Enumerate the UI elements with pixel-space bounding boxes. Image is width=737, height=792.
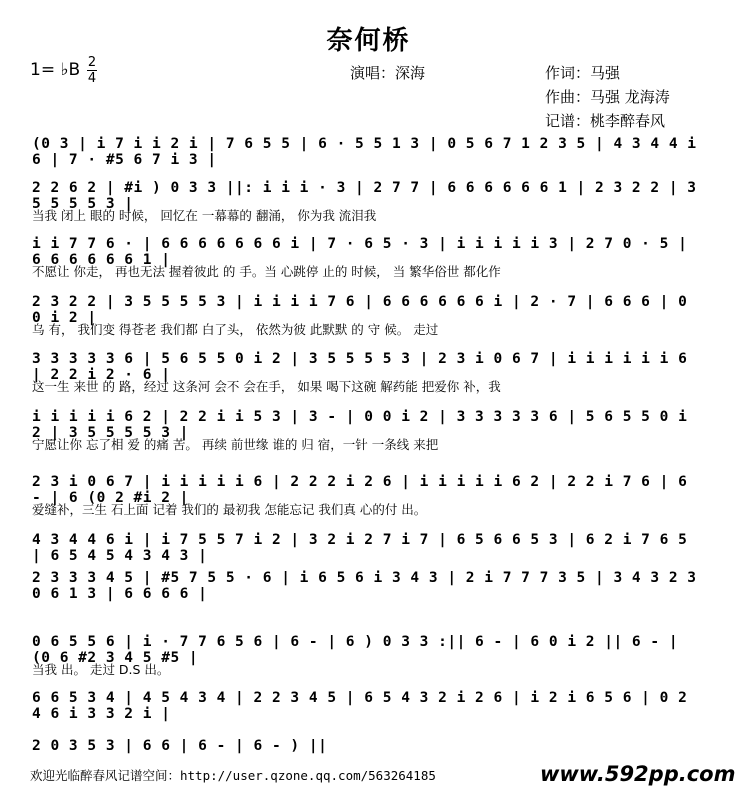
song-title: 奈何桥 [326, 26, 411, 56]
notation-text: 4 3 4 4 6 i | i 7 5 5 7 i 2 | 3 2 i 2 7 i 7 | 6 5 6 6 5 3 | 6 2 i 7 6 5 | 6 5 4 5 4 3 4 3 | [32, 532, 688, 564]
notation-text: (0 3 | i 7 i i 2 i | 7 6 5 5 | 6 · 5 5 1 3 | 0 5 6 7 1 2 3 5 | 4 3 4 4 i 6 | 7 · #5 6 7 i 3 | [32, 136, 697, 168]
lyrics-text: 爱缝补，三生 石上面 记着 我们的 最初我 怎能忘记 我们真 心的付 出。 [32, 502, 427, 517]
key-signature: 1= ♭B [30, 60, 81, 80]
score-line [28, 232, 700, 279]
lyrics-text: 不愿让 你走， 再也无法 握着彼此 的 手。当 心跳停 止的 时候， 当 繁华俗世 都化作 [32, 264, 501, 279]
transcriber-credit: 记谱：桃李醉春风 [545, 112, 666, 130]
score-line [28, 528, 700, 562]
singer-credit: 演唱：深海 [350, 64, 426, 82]
score-line [28, 132, 700, 166]
notation-text: 6 6 5 3 4 | 4 5 4 3 4 | 2 2 3 4 5 | 6 5 4 3 2 i 2 6 | i 2 i 6 5 6 | 0 2 4 6 i 3 3 2 i | [32, 690, 688, 722]
lyricist-credit: 作词：马强 [545, 64, 621, 82]
meter-bottom: 4 [87, 71, 97, 86]
score-line [28, 176, 700, 223]
score-line [28, 566, 700, 600]
lyrics-text: 这一生 来世 的 路，经过 这条河 会不 会在手， 如果 喝下这碗 解药能 把爱你 补，我 [32, 379, 501, 394]
score-line [28, 347, 700, 394]
score-line [28, 470, 700, 517]
composer-credit: 作曲：马强 龙海涛 [545, 88, 670, 106]
notation-text: 3 3 3 3 3 6 | 5 6 5 5 0 i 2 | 3 5 5 5 5 3 | 2 3 i 0 6 7 | i i i i i i 6 | 2 2 i 2 · 6 | [32, 351, 688, 383]
lyrics-text: 宁愿让你 忘了相 爱 的痛 苦。 再续 前世缘 谁的 归 宿，一针 一条线 来把 [32, 437, 439, 452]
notation-text: i i 7 7 6 · | 6 6 6 6 6 6 6 i | 7 · 6 5 · 3 | i i i i i 3 | 2 7 0 · 5 | 6 6 6 6 6 6 1 | [32, 236, 688, 268]
time-signature [86, 56, 98, 85]
score-line [28, 290, 700, 337]
notation-text: 2 2 6 2 | #i ) 0 3 3 ||: i i i · 3 | 2 7 7 | 6 6 6 6 6 6 1 | 2 3 2 2 | 3 5 5 5 5 3 | [32, 180, 697, 212]
score-line [28, 686, 700, 720]
notation-text: 2 3 i 0 6 7 | i i i i i 6 | 2 2 2 i 2 6 | i i i i i 6 2 | 2 2 i 7 6 | 6 - | 6 (0 2 #i 2 | [32, 474, 688, 506]
meter-top: 2 [87, 55, 97, 70]
lyrics-text: 乌 有， 我们变 得苍老 我们都 白了头， 依然为彼 此默默 的 守 候。 走过 [32, 322, 439, 337]
notation-text: 2 3 2 2 | 3 5 5 5 5 3 | i i i i 7 6 | 6 6 6 6 6 6 i | 2 · 7 | 6 6 6 | 0 0 i 2 | [32, 294, 688, 326]
lyrics-text: 当我 闭上 眼的 时候， 回忆在 一幕幕的 翻涌， 你为我 流泪我 [32, 208, 377, 223]
notation-text: 2 0 3 5 3 | 6 6 | 6 - | 6 - ) || [32, 738, 328, 754]
lyrics-text: 当我 出。 走过 D.S 出。 [32, 662, 170, 677]
notation-text: 0 6 5 5 6 | i · 7 7 6 5 6 | 6 - | 6 ) 0 3 3 :|| 6 - | 6 0 i 2 || 6 - | (0 6 #2 3 4 5 #5 | [32, 634, 679, 666]
score-line [28, 405, 700, 452]
notation-text: 2 3 3 3 4 5 | #5 7 5 5 · 6 | i 6 5 6 i 3 4 3 | 2 i 7 7 7 3 5 | 3 4 3 2 3 0 6 1 3 | 6 6 6 6 | [32, 570, 697, 602]
site-logo: www.592pp.com [540, 762, 736, 786]
notation-text: i i i i i 6 2 | 2 2 i i 5 3 | 3 - | 0 0 i 2 | 3 3 3 3 3 6 | 5 6 5 5 0 i 2 | 3 5 5 5 5 3 | [32, 409, 688, 441]
score-line [28, 630, 700, 677]
footer-text: 欢迎光临醉春风记谱空间：http://user.qzone.qq.com/563264185 [30, 768, 436, 783]
